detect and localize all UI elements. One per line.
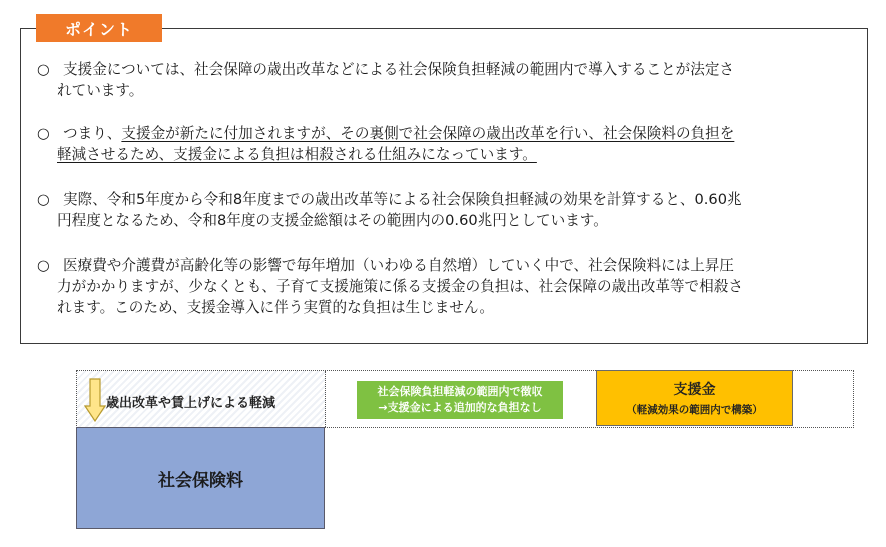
- down-arrow-icon: [84, 378, 106, 422]
- point-tab: ポイント: [36, 14, 162, 42]
- point-box: [20, 28, 868, 344]
- insurance-premium-box: [76, 427, 325, 529]
- collection-note-line: 社会保険負担軽減の範囲内で徴収: [377, 385, 543, 398]
- bullet-marker: ○: [37, 125, 50, 142]
- paragraph-text: つまり、: [63, 125, 122, 142]
- collection-note-box: [357, 381, 563, 419]
- point-paragraph-1: [37, 59, 867, 101]
- support-fund-title: 支援金: [673, 382, 716, 398]
- paragraph-text: 実際、令和5年度から令和8年度までの歳出改革等による社会保険負担軽減の効果を計算すると、0.60兆: [63, 191, 742, 208]
- point-paragraph-2: [37, 123, 867, 165]
- paragraph-text: 円程度となるため、令和8年度の支援金総額はその範囲内の0.60兆円としています。: [57, 212, 608, 229]
- paragraph-text: 医療費や介護費が高齢化等の影響で毎年増加（いわゆる自然増）していく中で、社会保険料には上昇圧: [63, 257, 735, 274]
- bullet-marker: ○: [37, 257, 50, 274]
- collection-note-line: →支援金による追加的な負担なし: [378, 401, 542, 414]
- insurance-premium-label: 社会保険料: [158, 470, 243, 491]
- paragraph-underlined-text: 支援金が新たに付加されますが、その裏側で社会保障の歳出改革を行い、社会保険料の負担を: [121, 125, 735, 142]
- support-fund-box: [596, 370, 793, 426]
- support-fund-subtitle: （軽減効果の範囲内で構築）: [626, 404, 763, 416]
- paragraph-underlined-text: 軽減させるため、支援金による負担は相殺される仕組みになっています。: [57, 146, 537, 163]
- bullet-marker: ○: [37, 191, 50, 208]
- point-paragraph-3: [37, 189, 867, 231]
- paragraph-text: れています。: [57, 82, 144, 99]
- paragraph-text: 支援金については、社会保障の歳出改革などによる社会保険負担軽減の範囲内で導入することが法定さ: [63, 61, 735, 78]
- paragraph-text: 力がかかりますが、少なくとも、子育て支援施策に係る支援金の負担は、社会保障の歳出改革等で相殺さ: [57, 278, 743, 295]
- paragraph-text: れます。このため、支援金導入に伴う実質的な負担は生じません。: [57, 299, 494, 316]
- bullet-marker: ○: [37, 61, 50, 78]
- reduction-label: 歳出改革や賃上げによる軽減: [106, 396, 276, 411]
- point-paragraph-4: [37, 255, 867, 318]
